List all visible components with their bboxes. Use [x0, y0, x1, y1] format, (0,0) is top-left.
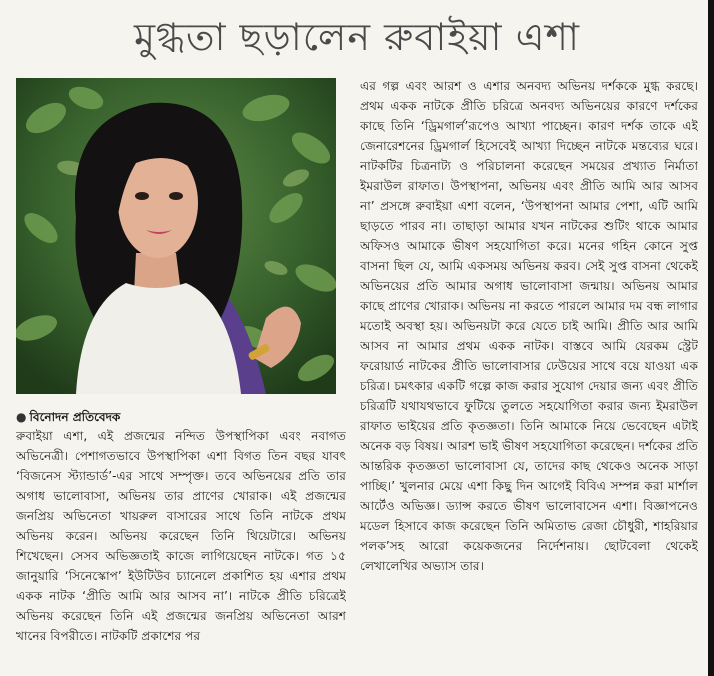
- headline: মুগ্ধতা ছড়ালেন রুবাইয়া এশা: [133, 15, 581, 59]
- left-column-text: রুবাইয়া এশা, এই প্রজন্মের নন্দিত উপস্থাপিকা এবং নবাগত অভিনেত্রী। পেশাগতভাবে উপস্থাপিকা এশা বিগত তিন বছর যাবৎ ‘বিজনেস স্ট্যান্ডার্ড’-এর সাথে সম্পৃক্ত। তবে অভিনয়ের প্রতি তার অগাধ ভালোবাসা, অভিনয় তার প্রাণের খোরাক। এই প্রজন্মের জনপ্রিয় অভিনেতা খায়রুল বাসারের সাথে তিনি নাটকে প্রথম অভিনয় করেন। অভিনয় করেছেন তিনি থিয়েটারে। অভিনয় শিখেছেন। সেসব অভিজ্ঞতাই কাজে লাগিয়েছেন নাটকে। গত ১৫ জানুয়ারি ‘সিনেস্কোপ’ ইউটিউব চ্যানেলে প্রকাশিত হয় এশার প্রথম একক নাটক ‘প্রীতি আমি আর আসব না’। নাটকে প্রীতি চরিত্রেই অভিনয় করেছেন তিনি এই প্রজন্মের জনপ্রিয় অভিনেতা আরশ খানের বিপরীতে। নাটকটি প্রকাশের পর: [16, 429, 346, 643]
- right-column-text: এর গল্প এবং আরশ ও এশার অনবদ্য অভিনয় দর্শককে মুগ্ধ করছে। প্রথম একক নাটকে প্রীতি চরিত্রে অনবদ্য অভিনয়ের কারণে দর্শকের কাছে তিনি ‘ড্রিমগার্ল’রূপেও আখ্যা পাচ্ছেন। কারণ দর্শক তাকে এই জেনারেশনের ড্রিমগার্ল হিসেবেই আখ্যা দিচ্ছেন নাটকে মন্তব্যের ঘরে। নাটকটির চিত্রনাট্য ও পরিচালনা করেছেন সময়ের প্রখ্যাত নির্মাতা ইমরাউল রাফাত। উপস্থাপনা, অভিনয় এবং প্রীতি আমি আর আসব না’ প্রসঙ্গে রুবাইয়া এশা বলেন, ‘উপস্থাপনা আমার পেশা, এটি আমি ছাড়তে পারব না। তাছাড়া আমার যখন নাটকের শুটিং থাকে আমার অফিসও আমাকে ভীষণ সহযোগিতা করে। মনের গহিন কোনে সুপ্ত বাসনা ছিল যে, আমি একসময় অভিনয় করব। সেই সুপ্ত বাসনা থেকেই অভিনয়ের প্রতি আমার অগাধ ভালোবাসা জন্মায়। অভিনয় আমার কাছে প্রাণের খোরাক। অভিনয় না করতে পারলে আমার দম বন্ধ লাগার মতোই অবস্থা হয়। অভিনয়টা করে যেতে চাই আমি। প্রীতি আর আমি আসব না আমার প্রথম একক নাটক। বাস্তবে আমি যেরকম স্ট্রেট ফরোয়ার্ড নাটকের প্রীতি ভালোবাসার ঢেউয়ের সাথে বয়ে যাওয়া এক চরিত্র। চমৎকার একটি গল্পে কাজ করার সুযোগ দেয়ার জন্য এবং প্রীতি চরিত্রটি যথাযথভাবে ফুটিয়ে তুলতে সহযোগিতা করার জন্য ইমরাউল রাফাত ভাইয়ের প্রতি কৃতজ্ঞতা। তিনি আমাকে নিয়ে ভেবেছেন এটাই অনেক বড় বিষয়। আরশ ভাই ভীষণ সহযোগিতা করেছেন। দর্শকের প্রতি আন্তরিক কৃতজ্ঞতা ভালোবাসা যে, তাদের কাছ থেকেও অনেক সাড়া পাচ্ছি।’ খুলনার মেয়ে এশা কিছু দিন আগেই বিবিএ সম্পন্ন করা মার্শাল আর্টেও অভিজ্ঞ। ড্যান্স করতে ভীষণ ভালোবাসেন এশা। বিজ্ঞাপনেও মডেল হিসাবে কাজ করেছেন তিনি অমিতাভ রেজা চৌধুরী, শাহরিয়ার পলক’সহ আরো কয়েকজনের নির্দেশনায়। ছোটবেলা থেকেই লেখালেখির অভ্যাস তার।: [360, 79, 698, 573]
- page-edge: [708, 0, 714, 676]
- article-photo: [16, 78, 336, 394]
- article-column-left: [16, 426, 346, 662]
- byline-text: বিনোদন প্রতিবেদক: [29, 410, 121, 424]
- article-column-right: [360, 76, 698, 662]
- portrait-image: [16, 78, 336, 394]
- byline: [16, 408, 346, 426]
- bullet-icon: ●: [16, 410, 27, 424]
